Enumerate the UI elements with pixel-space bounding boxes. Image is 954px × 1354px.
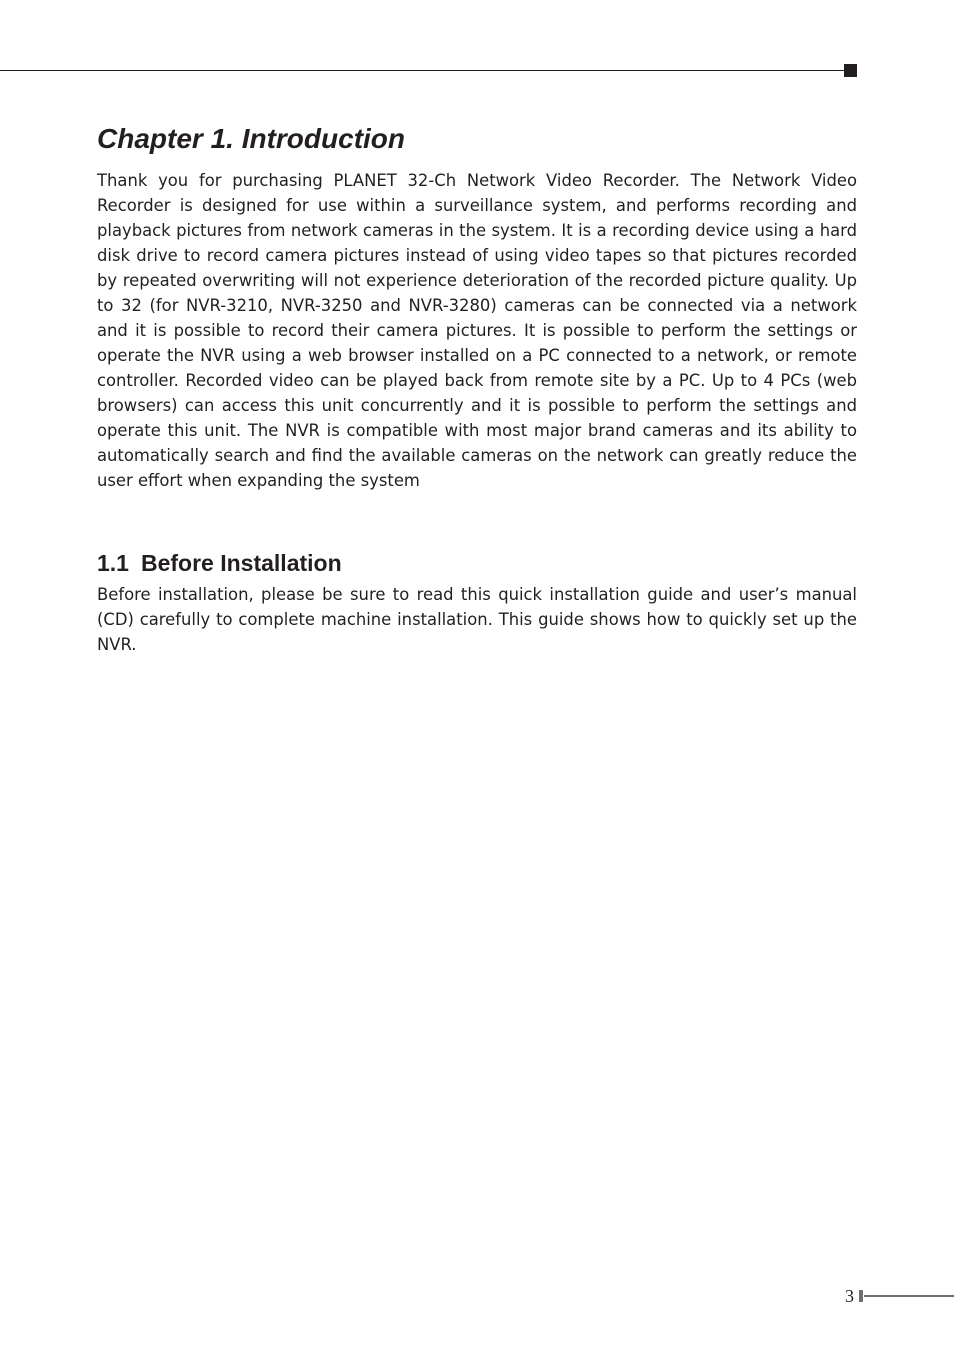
header-square-marker — [844, 64, 857, 77]
intro-paragraph: Thank you for purchasing PLANET 32-Ch Network Video Recorder. The Network Video Recorder is designed for use within a surveillance system, and performs recording and playback pictures from network cameras in the system. It is a recording device using a hard disk drive to record camera pictures instead of using video tapes so that pictures recorded by repeated overwriting will not experience deterioration of the recorded picture quality. Up to 32 (for NVR-3210, NVR-3250 and NVR-3280) cameras can be connected via a network and it is possible to record their camera pictures. It is possible to perform the settings or operate the NVR using a web browser installed on a PC connected to a network, or remote controller. Recorded video can be played back from remote site by a PC. Up to 4 PCs (web browsers) can access this unit concurrently and it is possible to perform the settings and operate this unit. The NVR is compatible with most major brand cameras and its ability to automatically search and find the available cameras on the network can greatly reduce the user effort when expanding the system — [97, 171, 857, 490]
footer-marker — [859, 1290, 863, 1302]
section-paragraph: Before installation, please be sure to read this quick installation guide and user’s manual (CD) carefully to complete machine installation. This guide shows how to quickly set up the NVR. — [97, 585, 857, 654]
section-title: Before Installation — [140, 550, 342, 576]
page-number: 3 — [845, 1286, 854, 1306]
chapter-title: Chapter 1. Introduction — [97, 123, 405, 154]
section-number: 1.1 — [97, 550, 129, 576]
page-content — [97, 120, 857, 657]
footer-rule — [864, 1295, 954, 1297]
section-heading — [97, 548, 857, 578]
header-rule — [0, 70, 846, 71]
